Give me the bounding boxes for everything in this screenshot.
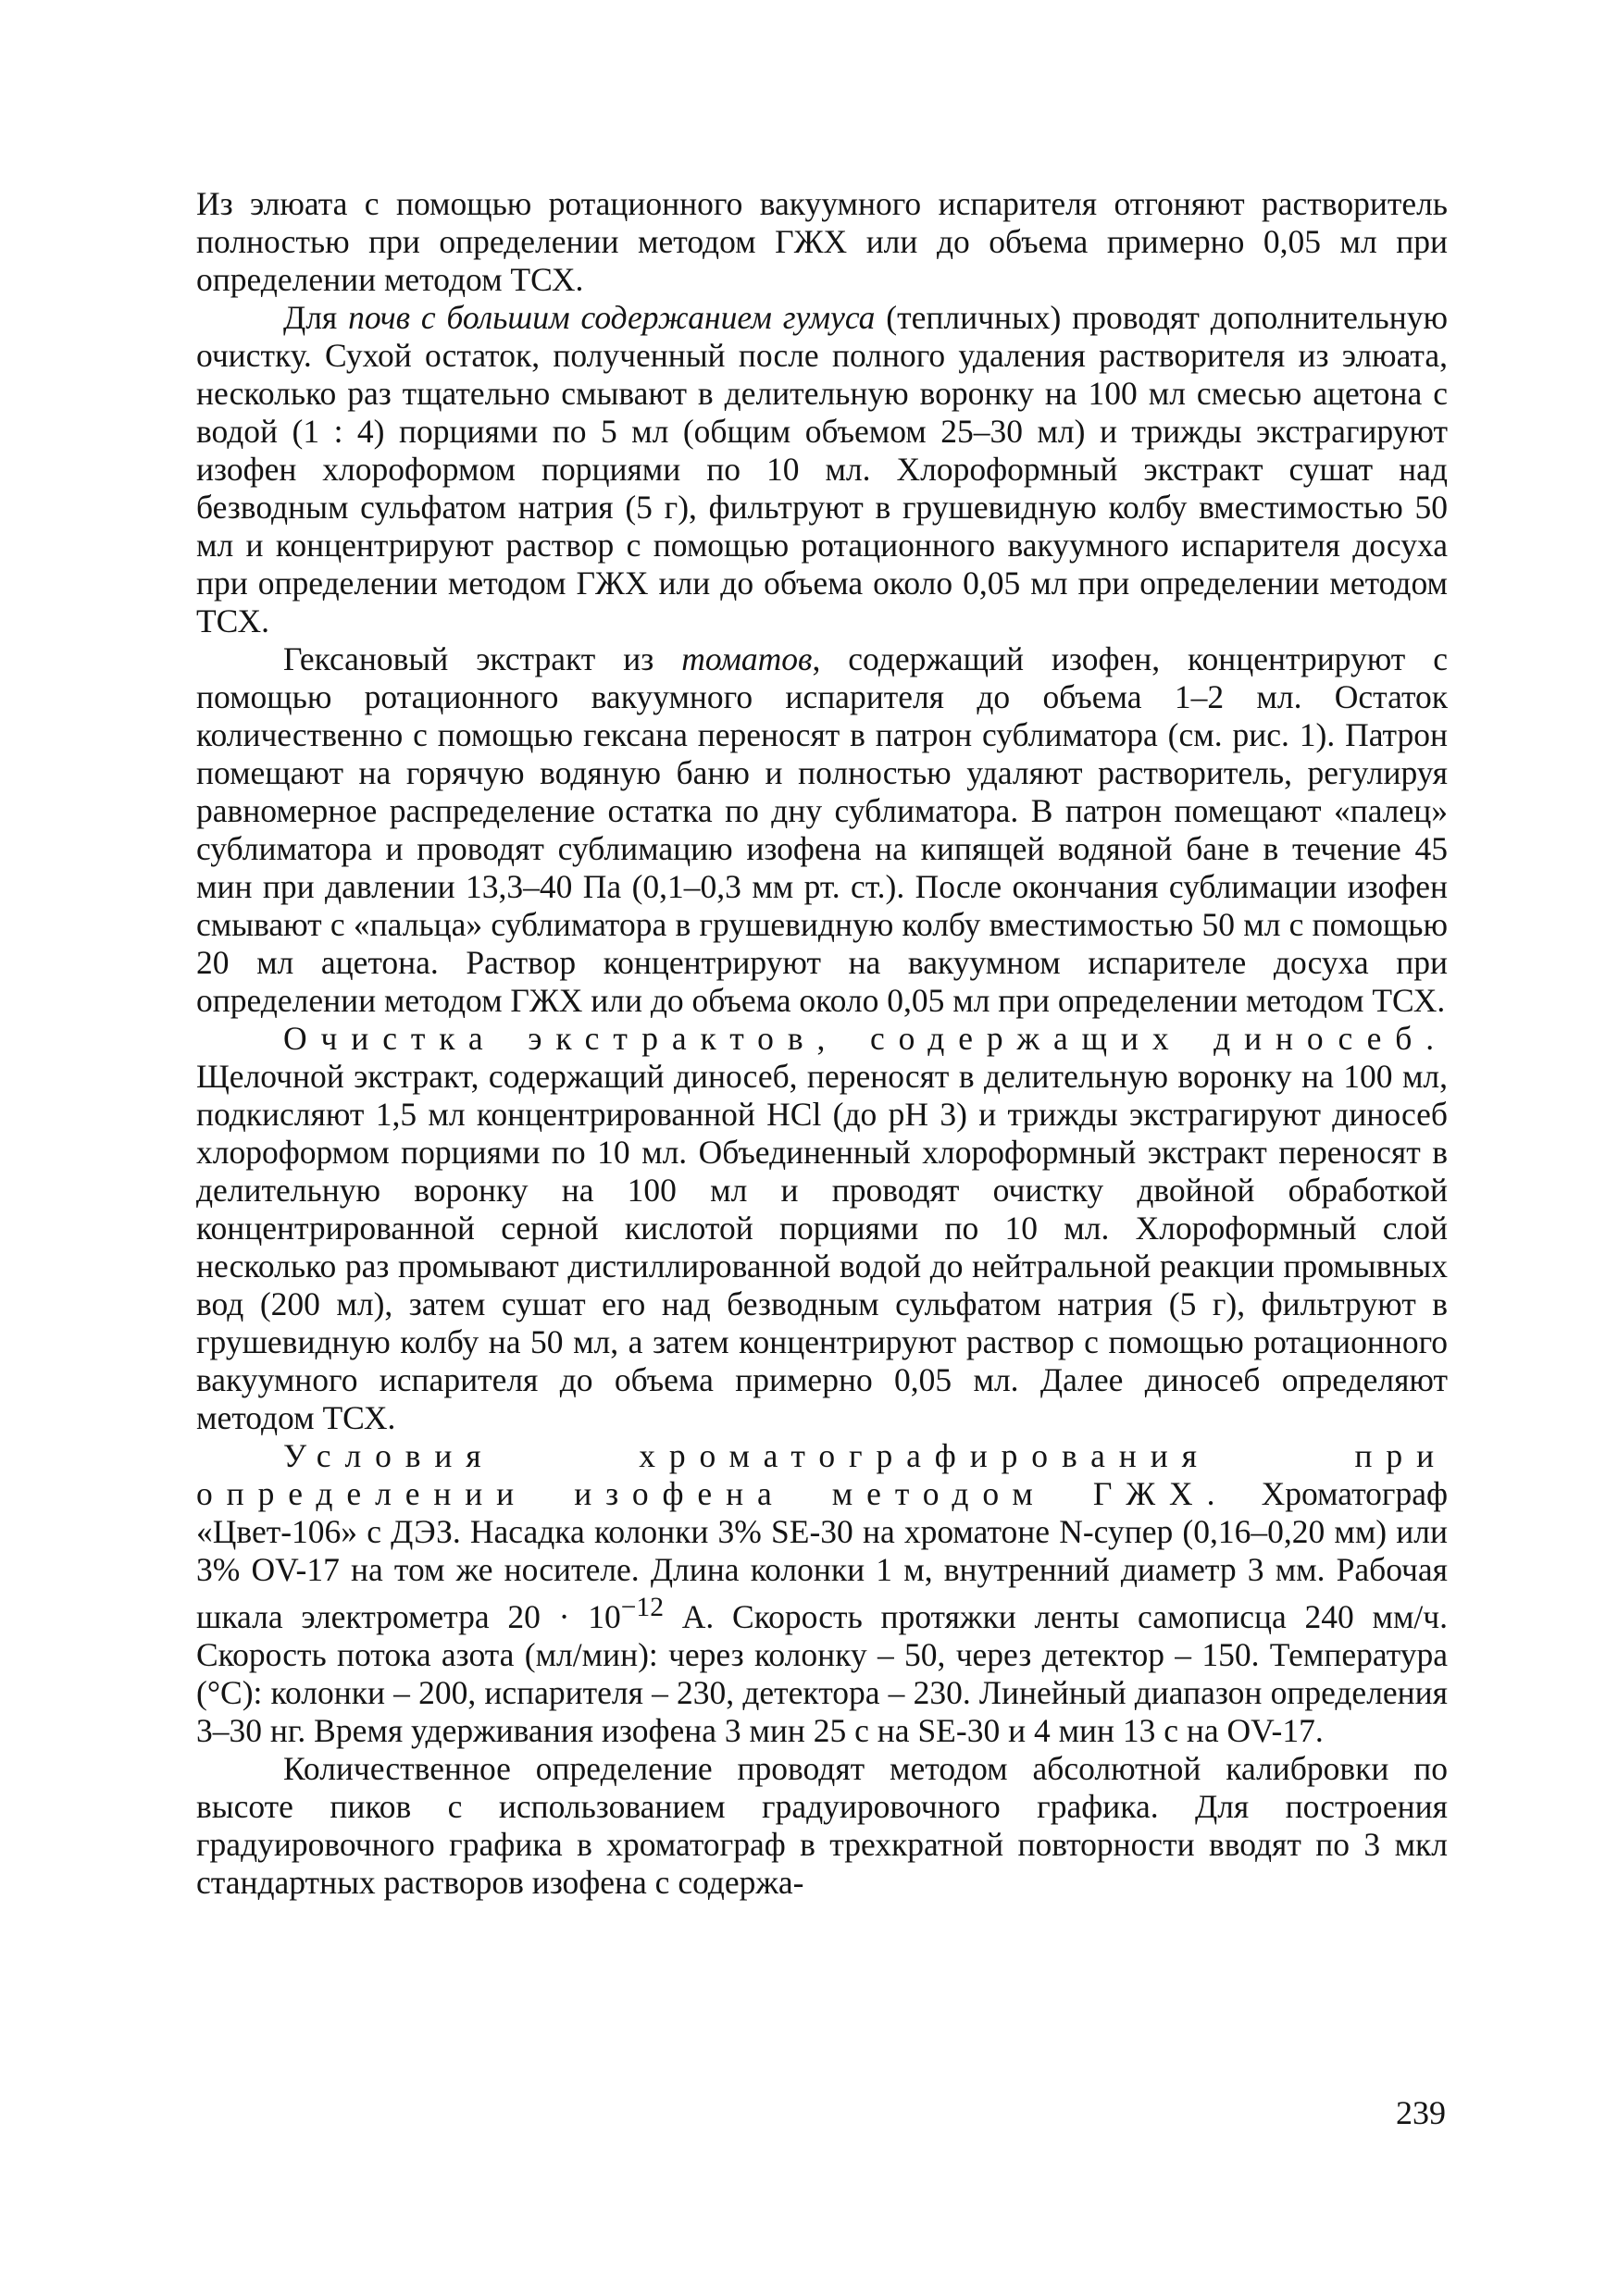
paragraph-text: Хроматограф «Цвет-106» с ДЭЗ. Насадка колонки 3% SE-30 на хроматоне N-супер (0,16–0,20 мм) или 3% OV-17 на том же носителе. Длина колонки 1 м, внутренний диаметр 3 мм. Рабочая шкала электрометра 20 · 10 [196, 1475, 1448, 1635]
paragraph-text: , содержащий изофен, концентрируют с помощью ротационного вакуумного испарителя до объема 1–2 мл. Остаток количественно с помощью гексана переносят в патрон сублиматора (см. рис. 1). Патрон помещают на горячую водяную баню и полностью удаляют растворитель, регулируя равномерное распределение остатка по дну сублиматора. В патрон помещают «палец» сублиматора и проводят сублимацию изофена на кипящей водяной бане в течение 45 мин при давлении 13,3–40 Па (0,1–0,3 мм рт. ст.). После окончания сублимации изофен смывают с «пальца» сублиматора в грушевидную колбу вместимостью 50 мл с помощью 20 мл ацетона. Раствор концентрируют на вакуумном испарителе досуха при определении методом ГЖХ или до объема около 0,05 мл при определении методом ТСХ. [196, 640, 1448, 1019]
paragraph-eluate-evaporation [196, 185, 1448, 299]
paragraph-text: Из элюата с помощью ротационного вакуумного испарителя отгоняют растворитель полностью при определении методом ГЖХ или до объема примерно 0,05 мл при определении методом ТСХ. [196, 185, 1448, 298]
section-heading: Условия хроматографирования при определении изофена методом ГЖХ. [196, 1437, 1448, 1512]
paragraph-text-continued: А. Скорость протяжки ленты самописца 240 мм/ч. Скорость потока азота (мл/мин): через колонку – 50, через детектор – 150. Температура (°С): колонки – 200, испарителя – 230, детектора – 230. Линейный диапазон определения 3–30 нг. Время удерживания изофена 3 мин 25 с на SE-30 и 4 мин 13 с на OV-17. [196, 1597, 1449, 1749]
section-heading: Очистка экстрактов, содержащих диносеб. [283, 1020, 1448, 1057]
page-number: 239 [1396, 2094, 1446, 2131]
paragraph-lead-text: Гексановый экстракт из [283, 640, 682, 677]
exponent-text: −12 [620, 1593, 665, 1622]
paragraph-humus-soils [196, 299, 1448, 640]
paragraph-gc-conditions [196, 1437, 1448, 1750]
paragraph-quantification [196, 1750, 1448, 1902]
emphasis-text: почв с большим содержанием гумуса [348, 299, 876, 336]
paragraph-text: Количественное определение проводят методом абсолютной калибровки по высоте пиков с использованием градуировочного графика. Для построения градуировочного графика в хроматограф в трехкратной повторности вводят по 3 мкл стандартных растворов изофена с содержа- [196, 1749, 1448, 1901]
paragraph-text: (тепличных) проводят дополнительную очистку. Сухой остаток, полученный после полного удаления растворителя из элюата, несколько раз тщательно смывают в делительную воронку на 100 мл смесью ацетона с водой (1 : 4) порциями по 5 мл (общим объемом 25–30 мл) и трижды экстрагируют изофен хлороформом порциями по 10 мл. Хлороформный экстракт сушат над безводным сульфатом натрия (5 г), фильтруют в грушевидную колбу вместимостью 50 мл и концентрируют раствор с помощью ротационного вакуумного испарителя досуха при определении методом ГЖХ или до объема около 0,05 мл при определении методом ТСХ. [196, 299, 1448, 639]
paragraph-tomatoes [196, 640, 1448, 1020]
paragraph-dinoseb-cleanup [196, 1020, 1448, 1437]
body-text [196, 185, 1448, 1902]
paragraph-text: Щелочной экстракт, содержащий диносеб, переносят в делительную воронку на 100 мл, подкисляют 1,5 мл концентрированной HCl (до pH 3) и трижды экстрагируют диносеб хлороформом порциями по 10 мл. Объединенный хлороформный экстракт переносят в делительную воронку на 100 мл и проводят очистку двойной обработкой концентрированной серной кислотой порциями по 10 мл. Хлороформный слой несколько раз промывают дистиллированной водой до нейтральной реакции промывных вод (200 мл), затем сушат его над безводным сульфатом натрия (5 г), фильтруют в грушевидную колбу на 50 мл, а затем концентрируют раствор с помощью ротационного вакуумного испарителя до объема примерно 0,05 мл. Далее диносеб определяют методом ТСХ. [196, 1058, 1448, 1436]
paragraph-lead-text: Для [283, 299, 349, 336]
emphasis-text: томатов [681, 640, 813, 677]
